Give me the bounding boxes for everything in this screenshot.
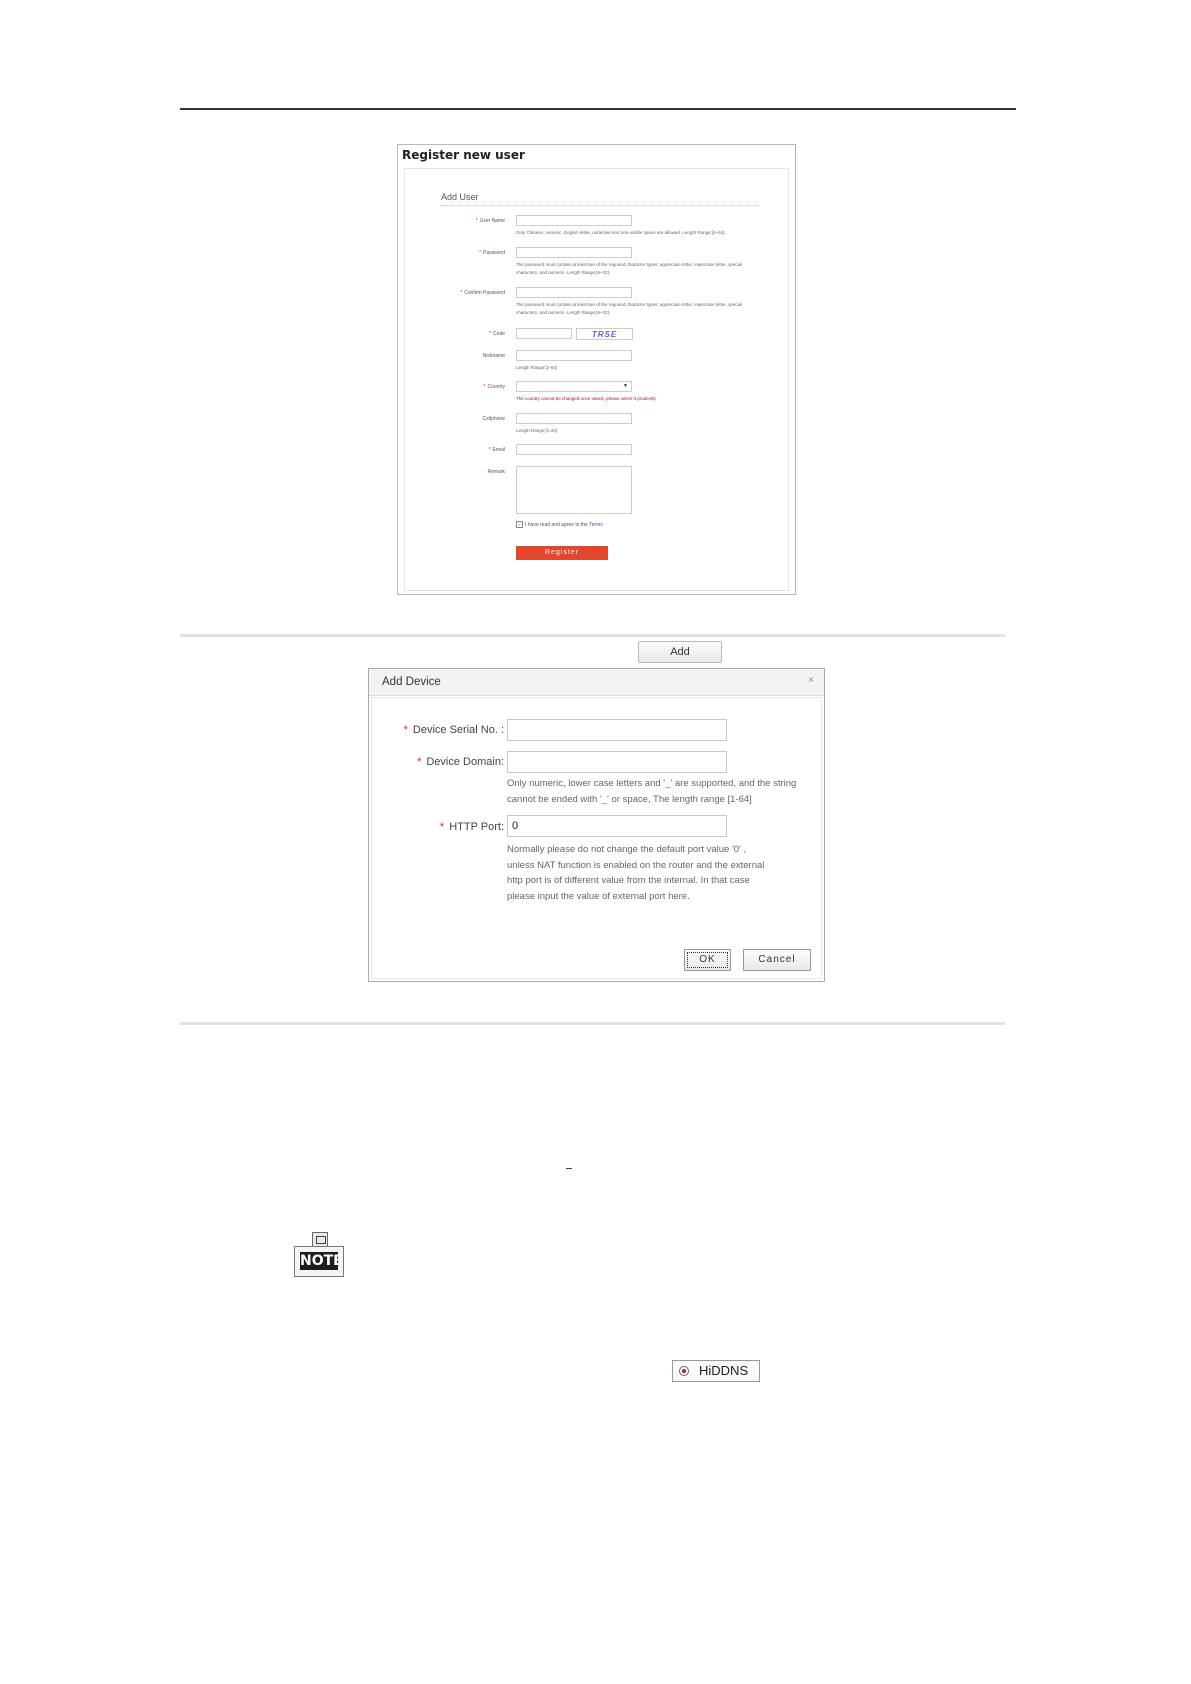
cellphone-input[interactable] xyxy=(516,413,632,424)
cellphone-hint: Length Range:[1-20] xyxy=(516,428,558,433)
nickname-input[interactable] xyxy=(516,350,632,361)
register-button[interactable]: Register xyxy=(516,546,608,560)
separator-rule-2 xyxy=(180,1022,1005,1025)
password-input[interactable] xyxy=(516,247,632,258)
domain-input[interactable] xyxy=(507,751,727,773)
register-title: Register new user xyxy=(402,148,525,162)
cancel-button[interactable]: Cancel xyxy=(743,949,811,971)
domain-label: * Device Domain: xyxy=(417,756,504,768)
separator-rule-1 xyxy=(180,634,1005,637)
small-mark xyxy=(566,1168,572,1169)
ok-button[interactable]: OK xyxy=(684,949,731,971)
add-button[interactable]: Add xyxy=(638,641,722,663)
remark-textarea[interactable] xyxy=(516,466,632,514)
hiddns-radio-option[interactable] xyxy=(672,1360,760,1382)
dialog-title: Add Device xyxy=(382,676,441,688)
serial-label: * Device Serial No. : xyxy=(403,724,504,736)
agree-checkbox[interactable]: ✓ xyxy=(517,522,522,527)
http-port-label: * HTTP Port: xyxy=(439,821,504,833)
terms-agreement xyxy=(516,521,603,528)
pin-icon xyxy=(312,1232,328,1247)
domain-hint: Only numeric, lower case letters and '_' are supported, and the string cannot be ended with '_' or space, The length range [1-64] xyxy=(507,778,797,805)
confirm-password-label: * Confirm Password xyxy=(460,290,505,296)
add-user-section-title: Add User xyxy=(441,192,479,202)
password-hint: The password must contain at least two of the required character types: uppercase letter, lowercase letter, special characters, and numeric. Length Range:[6~32]. xyxy=(516,262,743,275)
user-name-label: * User Name xyxy=(475,218,505,224)
country-label: * Country xyxy=(483,384,505,390)
code-input[interactable] xyxy=(516,328,572,339)
code-label: * Code xyxy=(489,331,505,337)
country-warning: The country cannot be changed once saved, please select it prudently. xyxy=(516,396,657,401)
note-icon xyxy=(294,1232,346,1278)
remark-label: Remark xyxy=(487,469,505,475)
confirm-password-input[interactable] xyxy=(516,287,632,298)
email-input[interactable] xyxy=(516,444,632,455)
register-panel xyxy=(397,144,796,595)
cellphone-label: Cellphone xyxy=(482,416,505,422)
terms-link[interactable]: Terms xyxy=(589,521,603,528)
http-port-hint: Normally please do not change the default port value '0' , unless NAT function is enabled on the router and the external http port is of different value from the internal. In that case please input the value of external port here. xyxy=(507,844,765,902)
note-frame xyxy=(294,1246,344,1277)
http-port-input[interactable]: 0 xyxy=(507,815,727,837)
add-device-dialog xyxy=(368,668,825,982)
password-label: * Password xyxy=(479,250,505,256)
country-select[interactable] xyxy=(516,381,632,392)
confirm-password-hint: The password must contain at least two of the required character types: uppercase letter, lowercase letter, special characters, and numeric. Length Range:[6~32]. xyxy=(516,302,743,315)
close-icon[interactable]: × xyxy=(808,675,814,686)
user-name-hint: Only Chinese, numeric, English letter, underline and non-visible space are allowed. Length Range:[4~64]. xyxy=(516,230,726,235)
captcha-image[interactable]: TRSE xyxy=(576,328,633,340)
note-label: NOTE xyxy=(300,1253,343,1269)
user-name-input[interactable] xyxy=(516,215,632,226)
serial-input[interactable] xyxy=(507,719,727,741)
section-divider xyxy=(440,205,760,206)
nickname-label: Nickname xyxy=(482,353,505,359)
nickname-hint: Length Range:[2-64] xyxy=(516,365,558,370)
chevron-down-icon: ▼ xyxy=(623,383,628,389)
agree-text: I have read and agree to the xyxy=(525,521,588,528)
hiddns-label: HiDDNS xyxy=(699,1363,749,1378)
top-rule xyxy=(180,108,1016,110)
radio-selected-icon[interactable] xyxy=(679,1366,689,1376)
email-label: * Email xyxy=(488,447,505,453)
